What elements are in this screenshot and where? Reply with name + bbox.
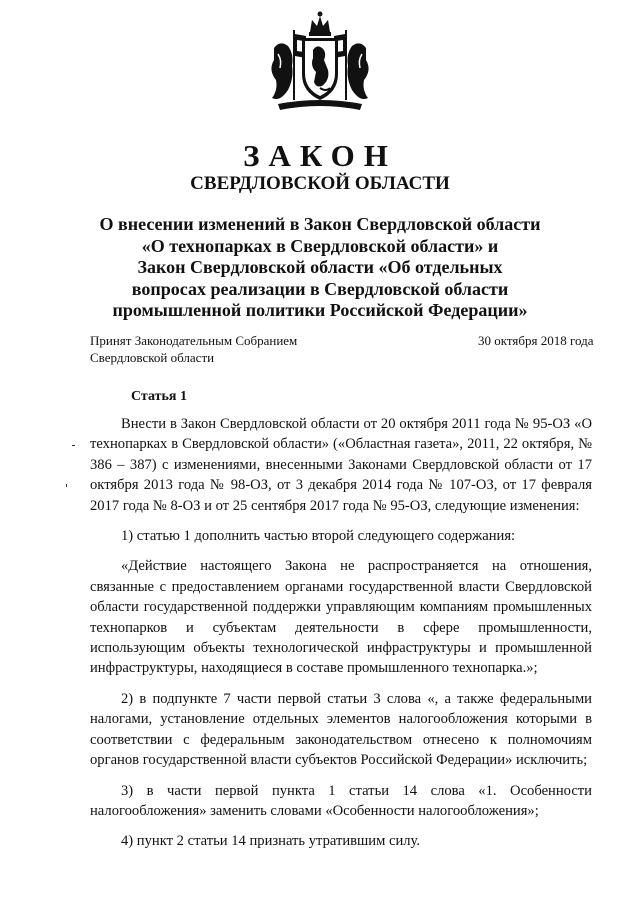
document-title: ЗАКОН — [243, 138, 397, 173]
paragraph: 2) в подпункте 7 части первой статьи 3 слова «, а также федеральными налогами, установление отдельных элементов налогообложения которыми в соответствии с федеральным законодательством отнесено к полномочиям органов государственной власти субъектов Российской Федерации» исключить; — [90, 690, 592, 769]
scan-mark — [66, 484, 67, 487]
heading-line: Закон Свердловской области «Об отдельных — [137, 257, 503, 277]
document-subtitle: СВЕРДЛОВСКОЙ ОБЛАСТИ — [190, 173, 450, 194]
article-body — [90, 414, 592, 862]
adopted-line: Свердловской области — [90, 350, 215, 365]
adopted-by — [90, 332, 297, 366]
heading-line: «О технопарках в Свердловской области» и — [141, 235, 499, 256]
paragraph: «Действие настоящего Закона не распространяется на отношения, связанные с предоставлением органами государственной власти Свердловской области государственной поддержки управляющим компаниям промышленных технопарков и субъектам деятельности в сфере промышленности, использующим объекты технологической инфраструктуры и промышленной инфраструктуры, находящиеся в составе промышленного технопарка.»; — [90, 558, 592, 677]
heading-line: О внесении изменений в Закон Свердловской области — [99, 214, 541, 234]
scan-mark — [72, 445, 75, 446]
article-title: Статья 1 — [131, 389, 187, 404]
paragraph: 4) пункт 2 статьи 14 признать утратившим силу. — [121, 833, 421, 850]
adopted-line: Принят Законодательным Собранием — [90, 333, 298, 348]
paragraph: 1) статью 1 дополнить частью второй следующего содержания: — [121, 528, 516, 545]
heading-line: промышленной политики Российской Федерации» — [112, 300, 528, 320]
paragraph: Внести в Закон Свердловской области от 20 октября 2011 года № 95-ОЗ «О технопарках в Свердловской области» («Областная газета», 2011, 22 октября, № 386 – 387) с изменениями, внесенными Законами Свердловской области от 17 октября 2013 года № 98-ОЗ, от 3 декабря 2014 года № 107-ОЗ, от 17 февраля 2017 года № 8-ОЗ и от 25 сентября 2017 года № 95-ОЗ, следующие изменения: — [90, 416, 592, 514]
paragraph: 3) в части первой пункта 1 статьи 14 слова «1. Особенности налогообложения» заменить словами «Особенности налогообложения»; — [90, 782, 592, 819]
adoption-date: 30 октября 2018 года — [478, 333, 594, 348]
law-heading — [0, 214, 640, 322]
heading-line: вопросах реализации в Свердловской области — [131, 278, 509, 299]
coat-of-arms-icon — [264, 10, 376, 118]
